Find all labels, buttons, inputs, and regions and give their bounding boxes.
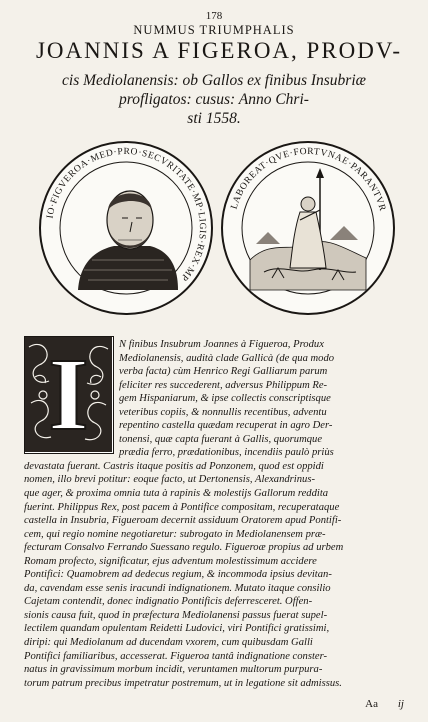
text-line: diripi: qui Mediolanum ad ducendam vxorem, cum quibusdam Galli [24, 637, 313, 649]
text-line: N finibus Insubrum Joannes à Figueroa, Produx [119, 339, 324, 350]
text-line: devastata fuerant. Castris itaque positis ad Ponzonem, quod est oppidi [24, 460, 324, 472]
text-line: repentino castella quædam recuperat in agro Der- [119, 420, 333, 432]
text-line: prædia ferro, prædationibus, incendiis paulò priùs [119, 447, 334, 459]
text-line: tonensi, quæ capta fuerant à Gallis, quorumque [119, 433, 323, 445]
text-line: veteribus copiis, & nonnullis recentibus, adventu [119, 406, 327, 418]
text-line: Cajetam contendit, donec indignatio Pontificis deferresceret. Offen- [24, 596, 313, 608]
text-line: da, cavendam esse senis iracundi indignationem. Mutato itaque consilio [24, 582, 331, 594]
title-line-3: sti 1558. [187, 110, 241, 127]
page-title: JOANNIS A FIGEROA, PRODV- [35, 38, 403, 63]
reverse-legend: LABOREAT·QVE·FORTVNAE·PARANTVR [229, 146, 388, 213]
signature-mark: Aa [365, 698, 378, 710]
running-title: NUMMUS TRIUMPHALIS [133, 23, 295, 37]
text-line: torum patrum precibus impetratur postremum, ut in legatione sit admissus. [24, 677, 342, 689]
medal-engravings [0, 140, 428, 318]
text-line: natus in gravissimum morbum incidit, veruntamen multorum purpura- [24, 664, 323, 676]
medal-obverse [38, 140, 214, 316]
text-line: cem, qui regio nomine negotiaretur: subrogato in Mediolanensem præ- [24, 528, 326, 540]
text-line: que ager, & proxima omnia tuta à rapinis & molestijs Gallorum reddita [24, 488, 329, 500]
text-line: fecturam Consalvo Ferrando Suessano regulo. Figueroæ propius ad urbem [24, 542, 344, 554]
obverse-legend: IO·FIGVEROA·MED·PRO·SECVRITATE·MP·LIGIS·REX·MP [45, 146, 208, 283]
title-line-2: profligatos: cusus: Anno Chri- [119, 91, 309, 108]
text-line: Mediolanensis, audità clade Gallicà (de qua modo [119, 352, 335, 364]
text-line: lectilem quandam opulentam Reidetti Ludovici, viri Pontifici gratissimi, [24, 623, 330, 635]
text-line: feliciter res succederent, adversus Philippum Re- [119, 379, 328, 391]
text-line: nomen, illo brevi potitur: eoque facto, ut Dertonensis, Alexandrinus- [24, 474, 315, 486]
text-line: fuerint. Philippus Rex, post pacem à Pontifice compositam, recuperataque [24, 501, 340, 513]
text-line: verba facta) cùm Henrico Regi Galliarum parum [119, 366, 328, 378]
initial-letter: I [48, 337, 89, 452]
catchword: ij [397, 698, 404, 710]
text-line: Romam profecto, significatur, ejus adventum molestissimum accidere [24, 555, 317, 567]
text-line: Pontifici familiaribus, accesserat. Figueroa tantâ indignatione conster- [24, 650, 328, 662]
text-line: gem Hispaniarum, & ipse collectis conscriptisque [119, 393, 331, 405]
text-line: castella in Insubria, Figueroam decernit assiduum Oratorem apud Pontifi- [24, 515, 342, 527]
main-text [24, 338, 410, 690]
medal-reverse [220, 140, 396, 316]
page-number: 178 [205, 10, 223, 22]
text-line: Pontifici: Quamobrem ad dedecus regium, & incommoda ipsius devitan- [24, 569, 332, 581]
text-line: sionis causa fuit, quod in præfectura Mediolanensi passus fuerat supel- [24, 609, 328, 621]
title-line-1: cis Mediolanensis: ob Gallos ex finibus Insubriæ [62, 72, 366, 89]
